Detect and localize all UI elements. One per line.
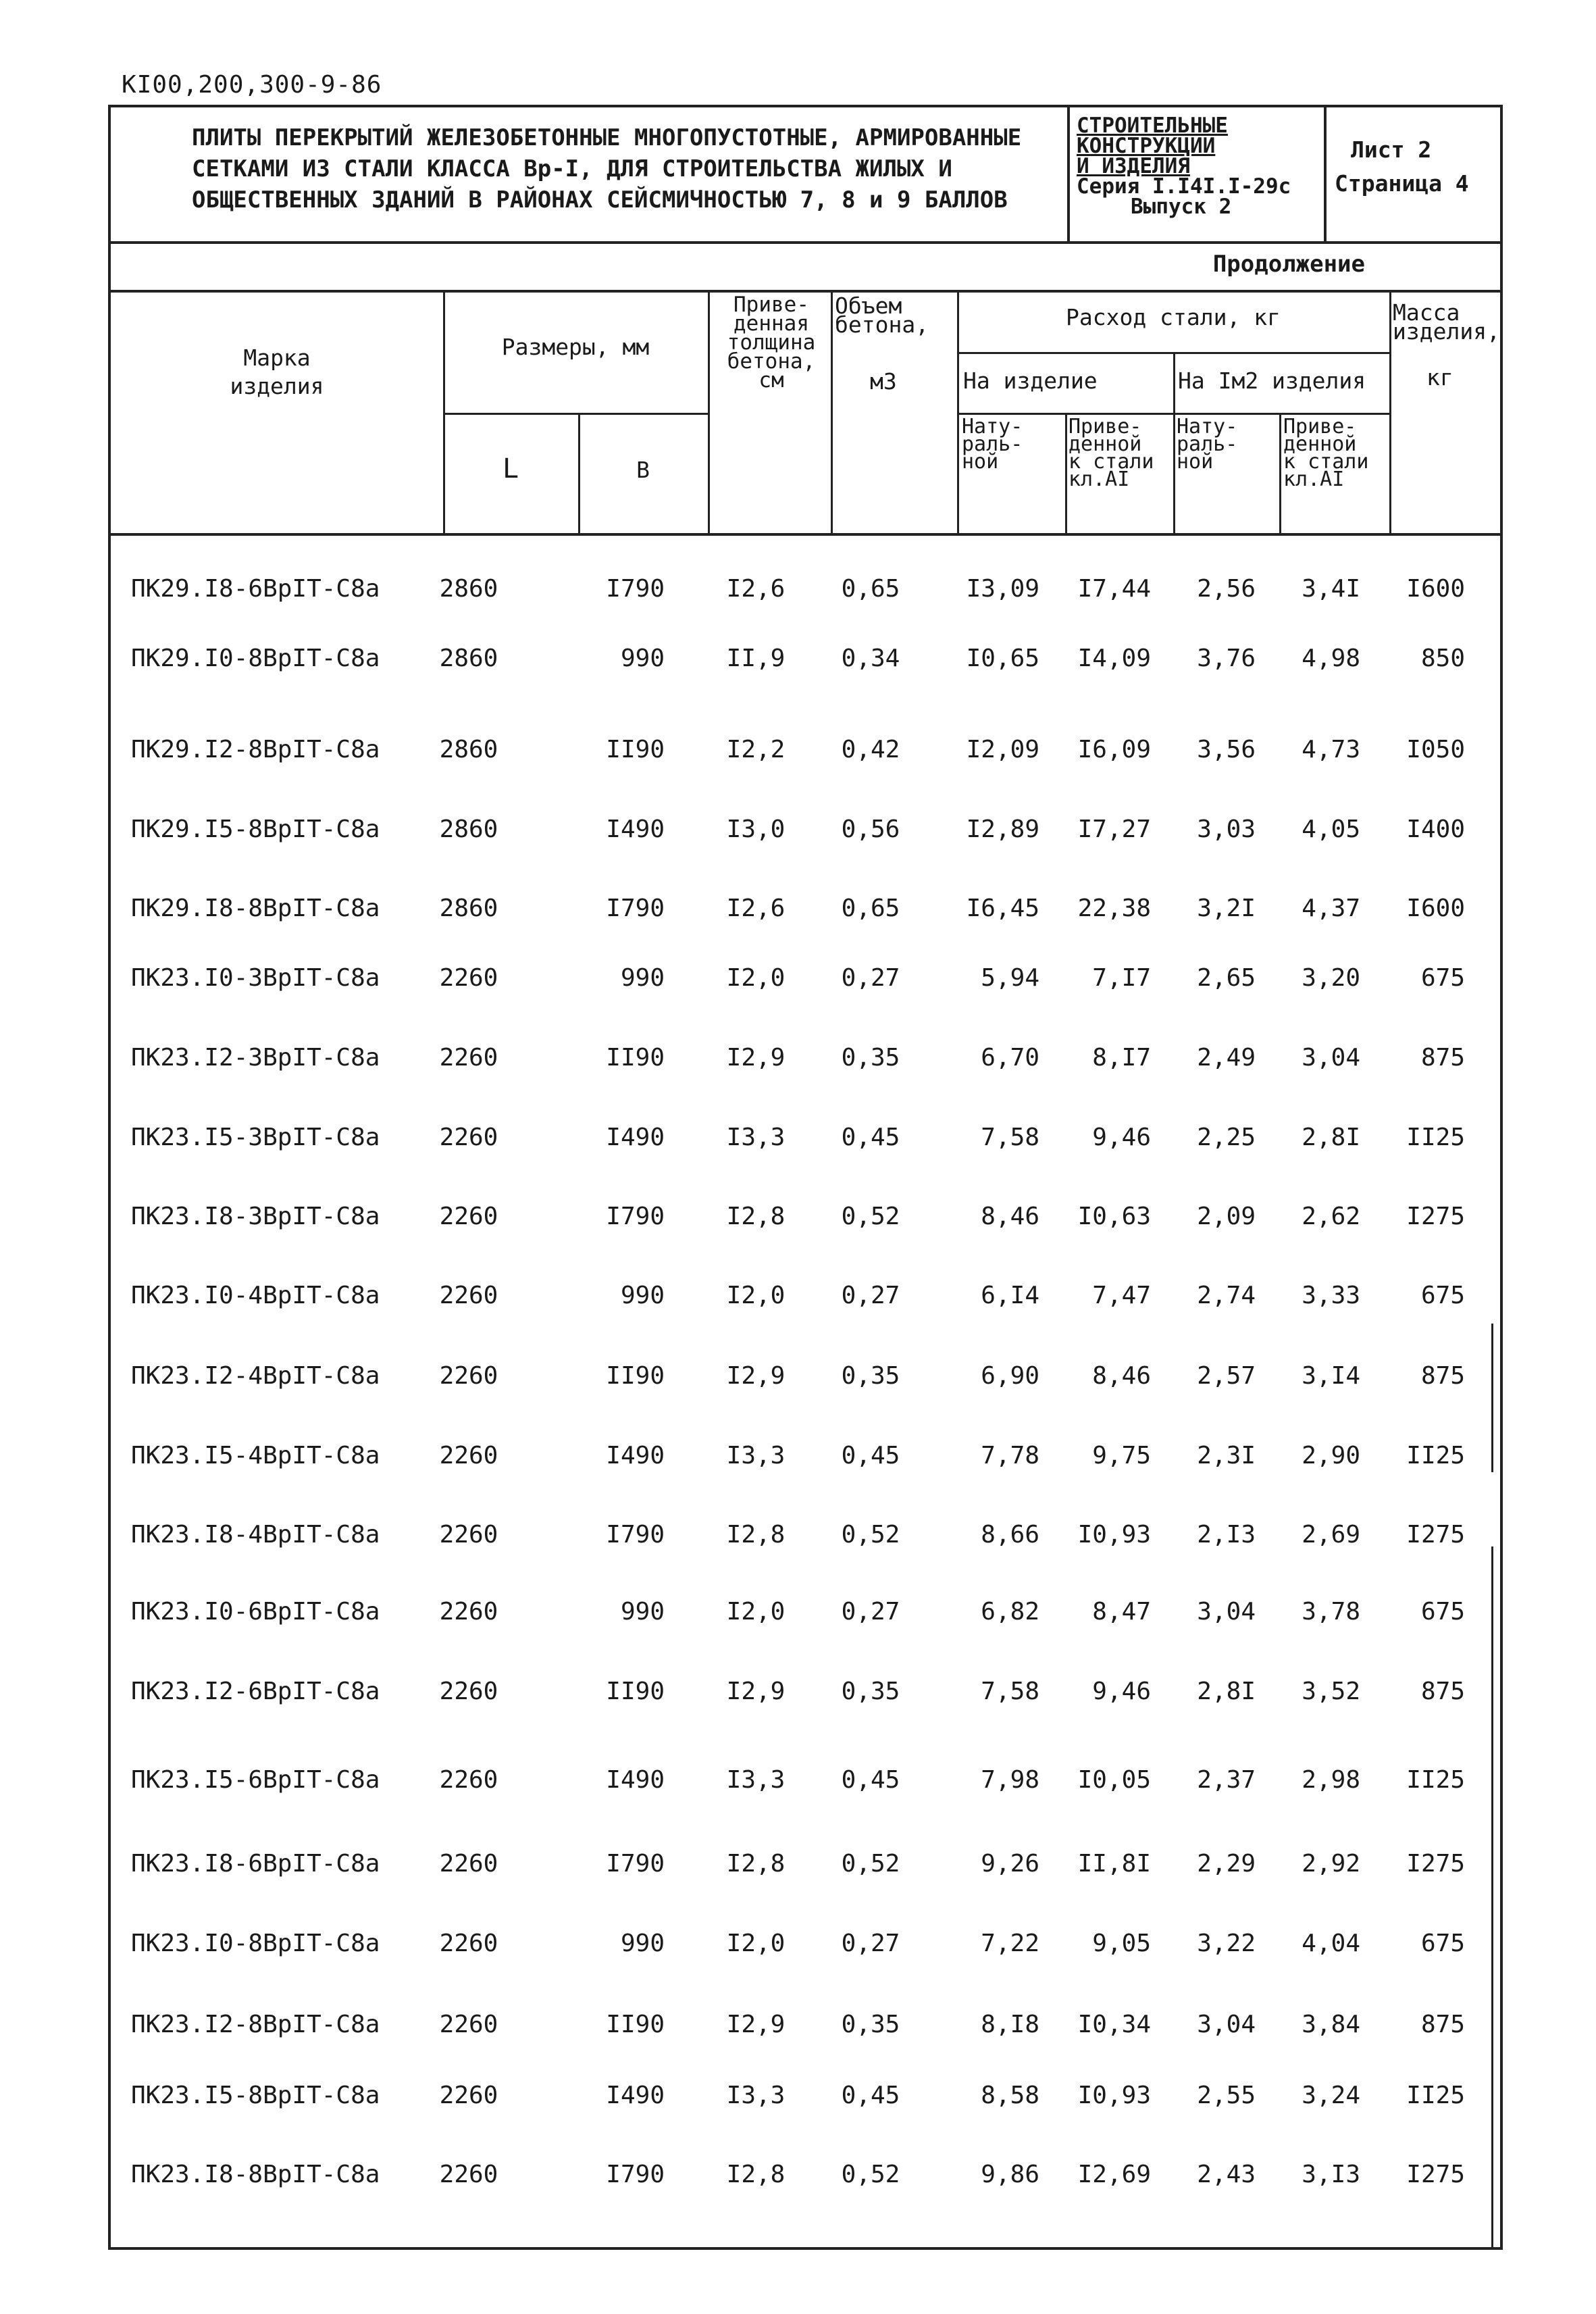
cell-volume: 0,34 bbox=[841, 645, 900, 672]
header-mark: Марка изделия bbox=[230, 345, 324, 399]
cell-mass: 875 bbox=[1420, 2011, 1465, 2038]
cell-width: I790 bbox=[606, 2161, 665, 2188]
continuation-row bbox=[111, 241, 1500, 293]
cell-steel-m2-natural: 2,49 bbox=[1197, 1044, 1256, 1072]
cell-steel-reduced: I6,09 bbox=[1077, 736, 1151, 763]
col-divider bbox=[1279, 413, 1281, 534]
cell-steel-reduced: I7,27 bbox=[1077, 815, 1151, 843]
cell-width: I790 bbox=[606, 1850, 665, 1878]
cell-mark: ПК23.I2-6ВрIТ-С8а bbox=[131, 1678, 380, 1705]
table-row bbox=[111, 1442, 1500, 1482]
cell-length: 2260 bbox=[439, 1124, 498, 1151]
cell-steel-m2-reduced: 4,05 bbox=[1302, 815, 1360, 843]
cell-mass: I600 bbox=[1406, 575, 1465, 603]
table-row bbox=[111, 895, 1500, 935]
cell-width: II90 bbox=[606, 1678, 665, 1705]
cell-mass: I275 bbox=[1406, 1521, 1465, 1549]
cell-steel-natural: 7,98 bbox=[981, 1766, 1039, 1794]
cell-mass: I275 bbox=[1406, 1203, 1465, 1230]
header-dimensions: Размеры, мм bbox=[501, 334, 650, 360]
cell-steel-m2-reduced: 2,92 bbox=[1302, 1850, 1360, 1878]
document-code: КI00,200,300-9-86 bbox=[122, 71, 382, 99]
title-line: ПЛИТЫ ПЕРЕКРЫТИЙ ЖЕЛЕЗОБЕТОННЫЕ МНОГОПУСТОТНЫЕ, АРМИРОВАННЫЕ bbox=[192, 124, 1022, 151]
header-thickness: Приве- денная толщина бетона, см bbox=[727, 293, 816, 393]
header-per-m2: На Iм2 изделия bbox=[1178, 368, 1366, 394]
cell-mark: ПК29.I5-8ВрIТ-С8а bbox=[131, 815, 380, 843]
cell-length: 2260 bbox=[439, 1442, 498, 1469]
cell-steel-m2-reduced: 3,04 bbox=[1302, 1044, 1360, 1072]
cell-mass: I275 bbox=[1406, 2161, 1465, 2188]
cell-steel-natural: 7,22 bbox=[981, 1930, 1039, 1957]
cell-thickness: I2,9 bbox=[726, 2011, 786, 2038]
cell-steel-m2-reduced: 3,I3 bbox=[1302, 2161, 1360, 2188]
cell-steel-m2-reduced: 3,24 bbox=[1302, 2082, 1360, 2109]
header-natural: Нату- раль- ной bbox=[962, 415, 1023, 474]
cell-steel-m2-reduced: 3,33 bbox=[1302, 1282, 1360, 1309]
header-natural-m2: Нату- раль- ной bbox=[1177, 415, 1238, 474]
cell-length: 2260 bbox=[439, 1044, 498, 1072]
series-block bbox=[1070, 107, 1327, 241]
cell-mass: I275 bbox=[1406, 1850, 1465, 1878]
cell-steel-m2-reduced: 2,62 bbox=[1302, 1203, 1360, 1230]
cell-length: 2260 bbox=[439, 1362, 498, 1390]
cell-steel-m2-reduced: 2,98 bbox=[1302, 1766, 1360, 1794]
cell-mass: I400 bbox=[1406, 815, 1465, 843]
cell-length: 2860 bbox=[439, 645, 498, 672]
cell-steel-m2-natural: 2,37 bbox=[1197, 1766, 1256, 1794]
cell-volume: 0,45 bbox=[841, 1124, 900, 1151]
cell-thickness: I3,3 bbox=[726, 1124, 786, 1151]
table-row bbox=[111, 1282, 1500, 1322]
title-block bbox=[111, 107, 1500, 244]
cell-volume: 0,35 bbox=[841, 1362, 900, 1390]
cell-mass: 850 bbox=[1420, 645, 1465, 672]
cell-steel-m2-natural: 2,55 bbox=[1197, 2082, 1256, 2109]
cell-steel-m2-natural: 2,29 bbox=[1197, 1850, 1256, 1878]
cell-steel-m2-natural: 3,04 bbox=[1197, 2011, 1256, 2038]
cell-width: 990 bbox=[620, 1930, 665, 1957]
cell-width: II90 bbox=[606, 1044, 665, 1072]
cell-steel-natural: 9,26 bbox=[981, 1850, 1039, 1878]
cell-steel-reduced: 9,75 bbox=[1092, 1442, 1151, 1469]
cell-length: 2260 bbox=[439, 1850, 498, 1878]
header-steel: Расход стали, кг bbox=[1066, 304, 1281, 330]
header-per-item: На изделие bbox=[963, 368, 1098, 394]
cell-steel-m2-natural: 2,43 bbox=[1197, 2161, 1256, 2188]
cell-steel-natural: I2,89 bbox=[966, 815, 1039, 843]
cell-steel-m2-reduced: 4,98 bbox=[1302, 645, 1360, 672]
cell-volume: 0,65 bbox=[841, 895, 900, 922]
header-bottom-rule bbox=[111, 533, 1500, 536]
col-divider bbox=[1173, 352, 1175, 534]
cell-steel-m2-natural: 3,76 bbox=[1197, 645, 1256, 672]
cell-thickness: I3,3 bbox=[726, 1766, 786, 1794]
cell-mass: 875 bbox=[1420, 1044, 1465, 1072]
cell-steel-reduced: I0,34 bbox=[1077, 2011, 1151, 2038]
cell-steel-m2-reduced: 3,I4 bbox=[1302, 1362, 1360, 1390]
cell-steel-m2-reduced: 4,04 bbox=[1302, 1930, 1360, 1957]
cell-steel-natural: 8,66 bbox=[981, 1521, 1039, 1549]
cell-steel-m2-natural: 2,I3 bbox=[1197, 1521, 1256, 1549]
cell-steel-m2-reduced: 3,4I bbox=[1302, 575, 1360, 603]
cell-thickness: I2,6 bbox=[726, 895, 786, 922]
cell-mark: ПК29.I8-8ВрIТ-С8а bbox=[131, 895, 380, 922]
cell-steel-reduced: II,8I bbox=[1077, 1850, 1151, 1878]
table-row bbox=[111, 1850, 1500, 1890]
col-divider bbox=[708, 290, 710, 534]
cell-width: 990 bbox=[620, 964, 665, 992]
cell-mark: ПК23.I2-4ВрIТ-С8а bbox=[131, 1362, 380, 1390]
cell-mass: II25 bbox=[1406, 2082, 1465, 2109]
cell-steel-reduced: 9,46 bbox=[1092, 1678, 1151, 1705]
row-divider bbox=[957, 352, 1389, 354]
cell-mass: I050 bbox=[1406, 736, 1465, 763]
cell-steel-m2-natural: 3,22 bbox=[1197, 1930, 1256, 1957]
cell-steel-reduced: 7,47 bbox=[1092, 1282, 1151, 1309]
cell-steel-natural: 9,86 bbox=[981, 2161, 1039, 2188]
cell-width: 990 bbox=[620, 1598, 665, 1626]
table-row bbox=[111, 736, 1500, 776]
cell-mark: ПК23.I0-6ВрIТ-С8а bbox=[131, 1598, 380, 1626]
cell-steel-natural: I6,45 bbox=[966, 895, 1039, 922]
cell-mark: ПК23.I8-4ВрIТ-С8а bbox=[131, 1521, 380, 1549]
cell-mark: ПК23.I8-3ВрIТ-С8а bbox=[131, 1203, 380, 1230]
cell-steel-natural: 5,94 bbox=[981, 964, 1039, 992]
cell-steel-natural: I2,09 bbox=[966, 736, 1039, 763]
header-width: В bbox=[636, 457, 650, 483]
cell-steel-reduced: 8,47 bbox=[1092, 1598, 1151, 1626]
cell-length: 2260 bbox=[439, 2011, 498, 2038]
cell-steel-reduced: 7,I7 bbox=[1092, 964, 1151, 992]
series-line: КОНСТРУКЦИИ bbox=[1077, 134, 1216, 158]
cell-steel-m2-natural: 2,57 bbox=[1197, 1362, 1256, 1390]
cell-steel-natural: 8,I8 bbox=[981, 2011, 1039, 2038]
table-row bbox=[111, 2161, 1500, 2201]
cell-steel-natural: 8,46 bbox=[981, 1203, 1039, 1230]
title-line: ОБЩЕСТВЕННЫХ ЗДАНИЙ В РАЙОНАХ СЕЙСМИЧНОСТЬЮ 7, 8 и 9 БАЛЛОВ bbox=[192, 186, 1008, 213]
cell-thickness: I2,8 bbox=[726, 2161, 786, 2188]
cell-steel-reduced: 22,38 bbox=[1077, 895, 1151, 922]
cell-mark: ПК23.I5-6ВрIТ-С8а bbox=[131, 1766, 380, 1794]
cell-width: I790 bbox=[606, 895, 665, 922]
cell-mass: I600 bbox=[1406, 895, 1465, 922]
cell-steel-natural: 8,58 bbox=[981, 2082, 1039, 2109]
cell-steel-natural: 6,I4 bbox=[981, 1282, 1039, 1309]
cell-width: I490 bbox=[606, 1124, 665, 1151]
table-row bbox=[111, 575, 1500, 615]
cell-volume: 0,45 bbox=[841, 2082, 900, 2109]
cell-volume: 0,27 bbox=[841, 964, 900, 992]
cell-mark: ПК23.I8-6ВрIТ-С8а bbox=[131, 1850, 380, 1878]
cell-width: II90 bbox=[606, 1362, 665, 1390]
cell-mass: 675 bbox=[1420, 964, 1465, 992]
margin-tick bbox=[1491, 1546, 1493, 2249]
cell-steel-reduced: 8,46 bbox=[1092, 1362, 1151, 1390]
cell-volume: 0,52 bbox=[841, 2161, 900, 2188]
document-frame bbox=[108, 105, 1503, 2250]
cell-thickness: II,9 bbox=[726, 645, 786, 672]
table-row bbox=[111, 1203, 1500, 1243]
cell-volume: 0,27 bbox=[841, 1930, 900, 1957]
cell-steel-m2-reduced: 3,78 bbox=[1302, 1598, 1360, 1626]
cell-steel-m2-natural: 2,8I bbox=[1197, 1678, 1256, 1705]
cell-thickness: I2,0 bbox=[726, 1930, 786, 1957]
page-label: Страница 4 bbox=[1335, 170, 1469, 197]
cell-mark: ПК23.I5-3ВрIТ-С8а bbox=[131, 1124, 380, 1151]
cell-steel-m2-reduced: 3,52 bbox=[1302, 1678, 1360, 1705]
table-row bbox=[111, 2011, 1500, 2051]
continuation-label: Продолжение bbox=[1212, 251, 1365, 278]
table-row bbox=[111, 1362, 1500, 1403]
cell-mass: 875 bbox=[1420, 1678, 1465, 1705]
cell-steel-m2-reduced: 2,90 bbox=[1302, 1442, 1360, 1469]
cell-thickness: I2,0 bbox=[726, 1598, 786, 1626]
cell-volume: 0,35 bbox=[841, 1044, 900, 1072]
cell-mass: 675 bbox=[1420, 1598, 1465, 1626]
cell-steel-reduced: I4,09 bbox=[1077, 645, 1151, 672]
table-row bbox=[111, 645, 1500, 685]
cell-thickness: I2,8 bbox=[726, 1521, 786, 1549]
cell-volume: 0,27 bbox=[841, 1598, 900, 1626]
series-line: Выпуск 2 bbox=[1131, 195, 1232, 219]
cell-volume: 0,42 bbox=[841, 736, 900, 763]
col-divider bbox=[1065, 413, 1067, 534]
cell-steel-reduced: I0,93 bbox=[1077, 2082, 1151, 2109]
col-divider bbox=[831, 290, 833, 534]
cell-steel-m2-natural: 3,03 bbox=[1197, 815, 1256, 843]
cell-thickness: I3,0 bbox=[726, 815, 786, 843]
cell-volume: 0,52 bbox=[841, 1521, 900, 1549]
cell-thickness: I3,3 bbox=[726, 1442, 786, 1469]
col-divider bbox=[443, 290, 445, 534]
cell-steel-reduced: 9,46 bbox=[1092, 1124, 1151, 1151]
cell-thickness: I2,9 bbox=[726, 1678, 786, 1705]
header-mass: Масса изделия, кг bbox=[1393, 299, 1500, 391]
cell-mass: 675 bbox=[1420, 1930, 1465, 1957]
cell-volume: 0,45 bbox=[841, 1766, 900, 1794]
cell-length: 2260 bbox=[439, 1930, 498, 1957]
cell-steel-m2-natural: 3,2I bbox=[1197, 895, 1256, 922]
cell-volume: 0,35 bbox=[841, 1678, 900, 1705]
cell-steel-reduced: 8,I7 bbox=[1092, 1044, 1151, 1072]
cell-steel-m2-reduced: 2,69 bbox=[1302, 1521, 1360, 1549]
cell-thickness: I3,3 bbox=[726, 2082, 786, 2109]
series-line: И ИЗДЕЛИЯ bbox=[1077, 154, 1190, 178]
cell-length: 2260 bbox=[439, 1766, 498, 1794]
cell-mark: ПК23.I5-8ВрIТ-С8а bbox=[131, 2082, 380, 2109]
cell-mark: ПК29.I8-6ВрIТ-С8а bbox=[131, 575, 380, 603]
cell-steel-reduced: I7,44 bbox=[1077, 575, 1151, 603]
sheet-block bbox=[1327, 107, 1500, 241]
table-row bbox=[111, 1766, 1500, 1807]
cell-thickness: I2,8 bbox=[726, 1203, 786, 1230]
cell-steel-natural: 7,58 bbox=[981, 1124, 1039, 1151]
table-row bbox=[111, 2082, 1500, 2122]
cell-thickness: I2,0 bbox=[726, 1282, 786, 1309]
cell-volume: 0,52 bbox=[841, 1850, 900, 1878]
cell-steel-natural: I0,65 bbox=[966, 645, 1039, 672]
cell-thickness: I2,0 bbox=[726, 964, 786, 992]
cell-volume: 0,45 bbox=[841, 1442, 900, 1469]
cell-steel-natural: 7,58 bbox=[981, 1678, 1039, 1705]
cell-volume: 0,52 bbox=[841, 1203, 900, 1230]
cell-steel-m2-natural: 2,56 bbox=[1197, 575, 1256, 603]
row-divider bbox=[443, 413, 708, 415]
cell-length: 2860 bbox=[439, 895, 498, 922]
cell-width: 990 bbox=[620, 645, 665, 672]
title-line: СЕТКАМИ ИЗ СТАЛИ КЛАССА Вр-I, ДЛЯ СТРОИТЕЛЬСТВА ЖИЛЫХ И bbox=[192, 155, 952, 182]
cell-steel-natural: 6,70 bbox=[981, 1044, 1039, 1072]
cell-width: I790 bbox=[606, 575, 665, 603]
cell-steel-m2-reduced: 2,8I bbox=[1302, 1124, 1360, 1151]
cell-steel-m2-natural: 2,25 bbox=[1197, 1124, 1256, 1151]
cell-steel-m2-natural: 2,74 bbox=[1197, 1282, 1256, 1309]
table-row bbox=[111, 1124, 1500, 1164]
cell-width: I790 bbox=[606, 1203, 665, 1230]
cell-steel-m2-natural: 2,3I bbox=[1197, 1442, 1256, 1469]
cell-width: I790 bbox=[606, 1521, 665, 1549]
cell-mark: ПК23.I5-4ВрIТ-С8а bbox=[131, 1442, 380, 1469]
table-row bbox=[111, 1521, 1500, 1561]
cell-steel-m2-natural: 3,04 bbox=[1197, 1598, 1256, 1626]
series-line: Серия I.I4I.I-29с bbox=[1077, 174, 1291, 199]
cell-steel-natural: 6,82 bbox=[981, 1598, 1039, 1626]
cell-thickness: I2,8 bbox=[726, 1850, 786, 1878]
cell-width: II90 bbox=[606, 736, 665, 763]
table-row bbox=[111, 1930, 1500, 1970]
cell-length: 2260 bbox=[439, 1598, 498, 1626]
cell-volume: 0,27 bbox=[841, 1282, 900, 1309]
cell-thickness: I2,9 bbox=[726, 1362, 786, 1390]
header-length: L bbox=[502, 453, 519, 484]
cell-width: I490 bbox=[606, 815, 665, 843]
cell-steel-m2-natural: 2,09 bbox=[1197, 1203, 1256, 1230]
col-divider bbox=[1389, 290, 1391, 534]
cell-volume: 0,35 bbox=[841, 2011, 900, 2038]
cell-steel-reduced: 9,05 bbox=[1092, 1930, 1151, 1957]
cell-steel-m2-natural: 2,65 bbox=[1197, 964, 1256, 992]
cell-steel-reduced: I0,05 bbox=[1077, 1766, 1151, 1794]
cell-width: I490 bbox=[606, 2082, 665, 2109]
cell-steel-m2-reduced: 3,84 bbox=[1302, 2011, 1360, 2038]
cell-mass: 675 bbox=[1420, 1282, 1465, 1309]
cell-steel-natural: I3,09 bbox=[966, 575, 1039, 603]
cell-steel-m2-reduced: 4,37 bbox=[1302, 895, 1360, 922]
cell-width: I490 bbox=[606, 1766, 665, 1794]
cell-width: 990 bbox=[620, 1282, 665, 1309]
cell-mark: ПК23.I8-8ВрIТ-С8а bbox=[131, 2161, 380, 2188]
header-volume: Объем бетона, м3 bbox=[835, 293, 929, 395]
cell-length: 2860 bbox=[439, 736, 498, 763]
cell-mass: II25 bbox=[1406, 1124, 1465, 1151]
cell-mark: ПК29.I0-8ВрIТ-С8а bbox=[131, 645, 380, 672]
cell-mark: ПК23.I2-3ВрIТ-С8а bbox=[131, 1044, 380, 1072]
cell-steel-m2-natural: 3,56 bbox=[1197, 736, 1256, 763]
cell-steel-m2-reduced: 3,20 bbox=[1302, 964, 1360, 992]
table-row bbox=[111, 1598, 1500, 1638]
cell-thickness: I2,6 bbox=[726, 575, 786, 603]
sheet-label: Лист 2 bbox=[1351, 136, 1432, 163]
cell-length: 2260 bbox=[439, 1678, 498, 1705]
cell-length: 2260 bbox=[439, 2082, 498, 2109]
cell-steel-reduced: I0,93 bbox=[1077, 1521, 1151, 1549]
table-row bbox=[111, 815, 1500, 856]
table-row bbox=[111, 1678, 1500, 1718]
cell-width: II90 bbox=[606, 2011, 665, 2038]
cell-length: 2260 bbox=[439, 1282, 498, 1309]
cell-length: 2260 bbox=[439, 1521, 498, 1549]
cell-mass: II25 bbox=[1406, 1442, 1465, 1469]
header-reduced-m2: Приве- денной к стали кл.АI bbox=[1283, 415, 1369, 491]
cell-mass: II25 bbox=[1406, 1766, 1465, 1794]
series-line: СТРОИТЕЛЬНЫЕ bbox=[1077, 114, 1228, 138]
document-title bbox=[111, 107, 1070, 241]
cell-thickness: I2,9 bbox=[726, 1044, 786, 1072]
cell-mark: ПК23.I0-3ВрIТ-С8а bbox=[131, 964, 380, 992]
cell-width: I490 bbox=[606, 1442, 665, 1469]
cell-mass: 875 bbox=[1420, 1362, 1465, 1390]
cell-length: 2860 bbox=[439, 815, 498, 843]
cell-mark: ПК23.I0-8ВрIТ-С8а bbox=[131, 1930, 380, 1957]
cell-length: 2260 bbox=[439, 1203, 498, 1230]
header-reduced: Приве- денной к стали кл.АI bbox=[1069, 415, 1154, 491]
cell-length: 2860 bbox=[439, 575, 498, 603]
cell-length: 2260 bbox=[439, 2161, 498, 2188]
table-row bbox=[111, 964, 1500, 1005]
table-row bbox=[111, 1044, 1500, 1084]
cell-length: 2260 bbox=[439, 964, 498, 992]
cell-steel-natural: 6,90 bbox=[981, 1362, 1039, 1390]
cell-mark: ПК29.I2-8ВрIТ-С8а bbox=[131, 736, 380, 763]
cell-thickness: I2,2 bbox=[726, 736, 786, 763]
cell-volume: 0,65 bbox=[841, 575, 900, 603]
cell-steel-reduced: I2,69 bbox=[1077, 2161, 1151, 2188]
cell-steel-reduced: I0,63 bbox=[1077, 1203, 1151, 1230]
cell-steel-natural: 7,78 bbox=[981, 1442, 1039, 1469]
cell-steel-m2-reduced: 4,73 bbox=[1302, 736, 1360, 763]
cell-volume: 0,56 bbox=[841, 815, 900, 843]
cell-mark: ПК23.I2-8ВрIТ-С8а bbox=[131, 2011, 380, 2038]
cell-mark: ПК23.I0-4ВрIТ-С8а bbox=[131, 1282, 380, 1309]
